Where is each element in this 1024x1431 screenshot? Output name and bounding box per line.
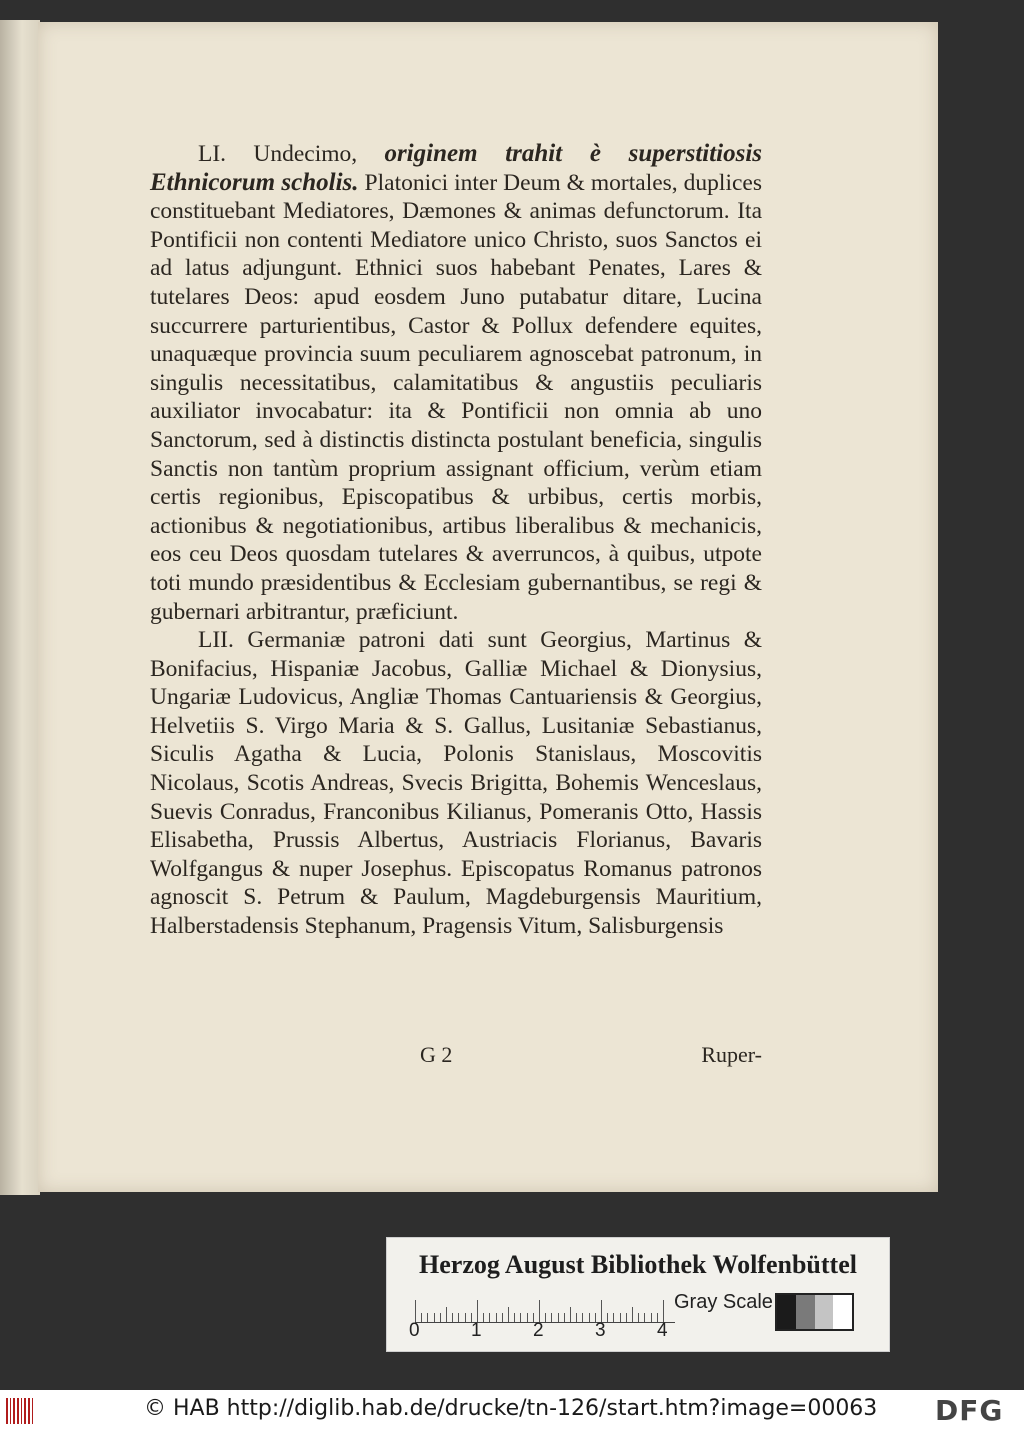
barcode-bar (28, 1398, 30, 1424)
ruler-tick (477, 1300, 478, 1322)
ruler-tick (415, 1300, 416, 1322)
page-text-block (150, 140, 762, 941)
paragraph-51-body: Platonici inter Deum & mortales, duplices constituebant Mediatores, Dæmones & animas defunctorum. Ita Pontificii non contenti Mediatore unico Christo, suos Sanctos ei ad latus adjungunt. Ethnici suos habebant Penates, Lares & tutelares Deos: apud eosdem Juno putabatur ditare, Lucina succurrere parturientibus, Castor & Pollux defendere equites, unaquæque provincia suum peculiarem agnoscebat patronum, in singulis necessitatibus, calamitatibus & angustiis peculiaris auxiliator invocabatur: ita & Pontificii non omnia ab uno Sanctorum, sed à distinctis distincta postulant beneficia, singulis Sanctis non tantùm proprium assignant officium, verùm etiam certis regionibus, Episcopatibus & urbibus, certis morbis, actionibus & negotiationibus, artibus liberalibus & mechanicis, eos ceu Deos quosdam tutelares & averruncos, à quibus, utpote toti mundo præsidentibus & Ecclesiam gubernantibus, se regi & gubernari arbitrantur, præficiunt. (150, 169, 762, 625)
paragraph-52-body: Germaniæ patroni dati sunt Georgius, Martinus & Bonifacius, Hispaniæ Jacobus, Galliæ Michael & Dionysius, Ungariæ Ludovicus, Angliæ Thomas Cantuariensis & Georgius, Helvetiis S. Virgo Maria & S. Gallus, Lusitaniæ Sebastianus, Siculis Agatha & Lucia, Polonis Stanislaus, Moscovitis Nicolaus, Scotis Andreas, Svecis Brigitta, Bohemis Wenceslaus, Suevis Conradus, Franconibus Kilianus, Pomeranis Otto, Hassis Elisabetha, Prussis Albertus, Austriacis Florianus, Bavaris Wolfgangus & nuper Josephus. Episcopatus Romanus patronos agnoscit S. Petrum & Paulum, Magdeburgensis Mauritium, Halberstadensis Stephanum, Pragensis Vitum, Salisburgensis (150, 627, 762, 940)
signature-mark: G 2 (420, 1042, 453, 1067)
ruler-number: 4 (657, 1320, 668, 1341)
ruler-number: 0 (409, 1320, 420, 1341)
ruler-tick (663, 1300, 664, 1322)
ruler-number: 1 (471, 1320, 482, 1341)
viewer-footer-bar (0, 1390, 1024, 1431)
ruler-tick (601, 1300, 602, 1322)
paragraph-51-heading: LI. Undecimo, (198, 141, 358, 167)
catchword: Ruper- (701, 1042, 762, 1067)
paragraph-51 (150, 140, 762, 626)
barcode-bar (6, 1398, 8, 1424)
gray-swatch (777, 1295, 796, 1329)
ruler-number: 2 (533, 1320, 544, 1341)
book-spine-edge (0, 20, 40, 1195)
gray-swatch (815, 1295, 834, 1329)
ruler-tick (539, 1300, 540, 1322)
barcode-icon (6, 1398, 40, 1424)
gray-scale-swatches (775, 1293, 854, 1331)
ruler-numbers (409, 1320, 679, 1344)
barcode-bar (13, 1398, 15, 1424)
barcode-bar (24, 1398, 26, 1424)
barcode-bar (32, 1398, 33, 1424)
measurement-ruler (415, 1296, 675, 1323)
barcode-bar (10, 1398, 11, 1424)
paragraph-51-italic-title: originem trahit è superstitiosis Ethnicorum scholis. (150, 140, 763, 196)
library-name: Herzog August Bibliothek Wolfenbüttel (419, 1250, 857, 1279)
gray-swatch (833, 1295, 852, 1329)
barcode-bar (17, 1398, 19, 1424)
gray-scale-label: Gray Scale (674, 1291, 773, 1313)
ruler-number: 3 (595, 1320, 606, 1341)
page-footer-line (150, 1042, 762, 1072)
library-color-label (386, 1237, 890, 1352)
dfg-logo: DFG (935, 1394, 1004, 1427)
paragraph-52-heading: LII. (198, 627, 234, 654)
gray-swatch (796, 1295, 815, 1329)
paragraph-52 (150, 626, 762, 941)
copyright-url[interactable]: © HAB http://diglib.hab.de/drucke/tn-126/start.htm?image=00063 (144, 1396, 878, 1421)
barcode-bar (21, 1398, 22, 1424)
